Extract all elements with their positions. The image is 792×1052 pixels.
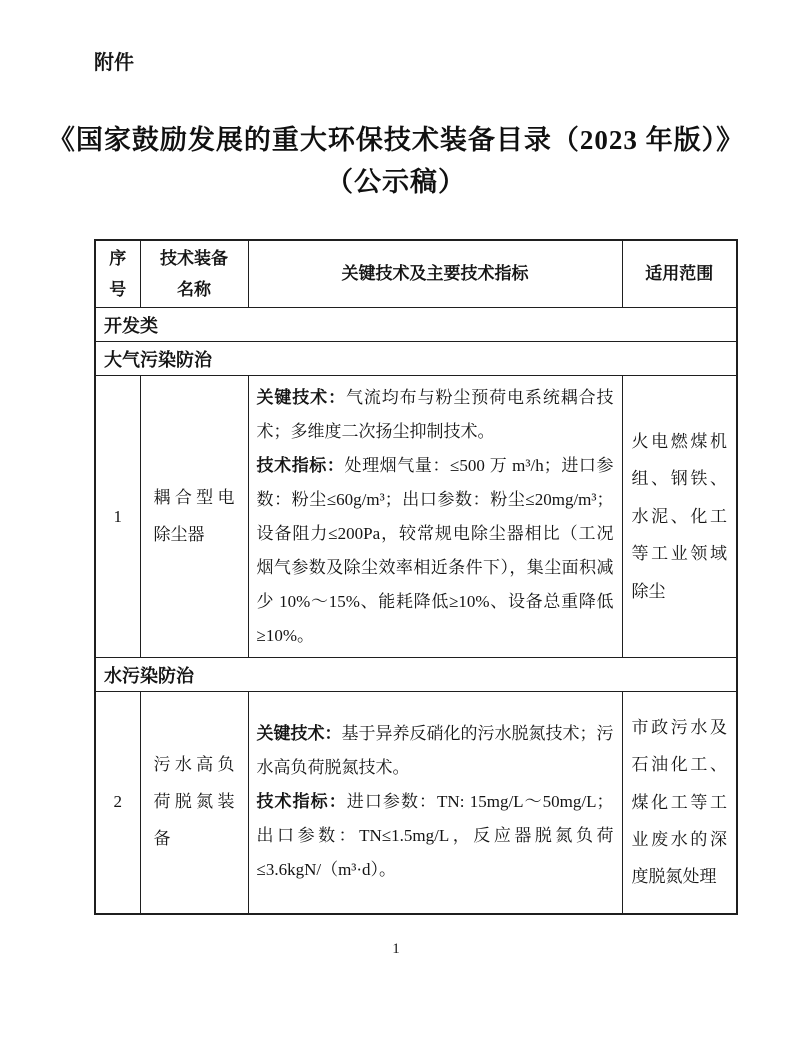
header-applicable-scope: 适用范围 [622,240,737,308]
key-tech-paragraph [257,381,614,449]
equipment-name-cell: 污水高负荷脱氮装备 [140,692,248,914]
indicator-label: 技术指标： [256,792,347,812]
category-row [95,308,737,342]
indicator-text: 进口参数：TN: 15mg/L～50mg/L；出口参数：TN≤1.5mg/L，反应器脱氮负荷≤3.6kgN/（m³·d）。 [256,792,614,880]
section-label-air-pollution: 大气污染防治 [95,342,737,376]
indicator-paragraph [257,449,614,653]
table-header [95,240,737,308]
header-equipment-name: 技术装备名称 [140,240,248,308]
table-row [95,376,737,658]
catalog-table [94,239,738,915]
scope-cell: 火电燃煤机组、钢铁、水泥、化工等工业领域除尘 [622,376,737,658]
tech-detail-cell [248,692,622,914]
key-tech-label: 关键技术： [256,724,342,744]
indicator-text: 处理烟气量：≤500 万 m³/h；进口参数：粉尘≤60g/m³；出口参数：粉尘≤20mg/m³；设备阻力≤200Pa，较常规电除尘器相比（工况烟气参数及除尘效率相近条件下），集尘面积减少 10%～15%、能耗降低≥10%、设备总重降低≥10%。 [256,455,614,645]
document-title [0,119,792,203]
header-key-tech-indicators: 关键技术及主要技术指标 [248,240,622,308]
category-label: 开发类 [95,308,737,342]
table-row [95,692,737,914]
key-tech-paragraph [257,717,614,785]
page-number: 1 [392,940,400,957]
scope-cell: 市政污水及石油化工、煤化工等工业废水的深度脱氮处理 [622,692,737,914]
document-title-line-2: （公示稿） [326,167,466,197]
key-tech-text: 气流均布与粉尘预荷电系统耦合技术；多维度二次扬尘抑制技术。 [256,387,614,441]
section-row-water-pollution [95,658,737,692]
tech-detail-cell [248,376,622,658]
equipment-name-cell: 耦合型电除尘器 [140,376,248,658]
section-row-air-pollution [95,342,737,376]
key-tech-label: 关键技术： [256,387,346,407]
row-serial-number: 2 [95,692,140,914]
indicator-paragraph [257,785,614,887]
key-tech-text: 基于异养反硝化的污水脱氮技术；污水高负荷脱氮技术。 [256,724,614,778]
document-title-line-1: 《国家鼓励发展的重大环保技术装备目录（2023 年版）》 [47,125,745,155]
attachment-label: 附件 [94,52,134,74]
header-row [95,240,737,308]
indicator-label: 技术指标： [256,455,345,475]
section-label-water-pollution: 水污染防治 [95,658,737,692]
row-serial-number: 1 [95,376,140,658]
header-serial-number: 序号 [95,240,140,308]
